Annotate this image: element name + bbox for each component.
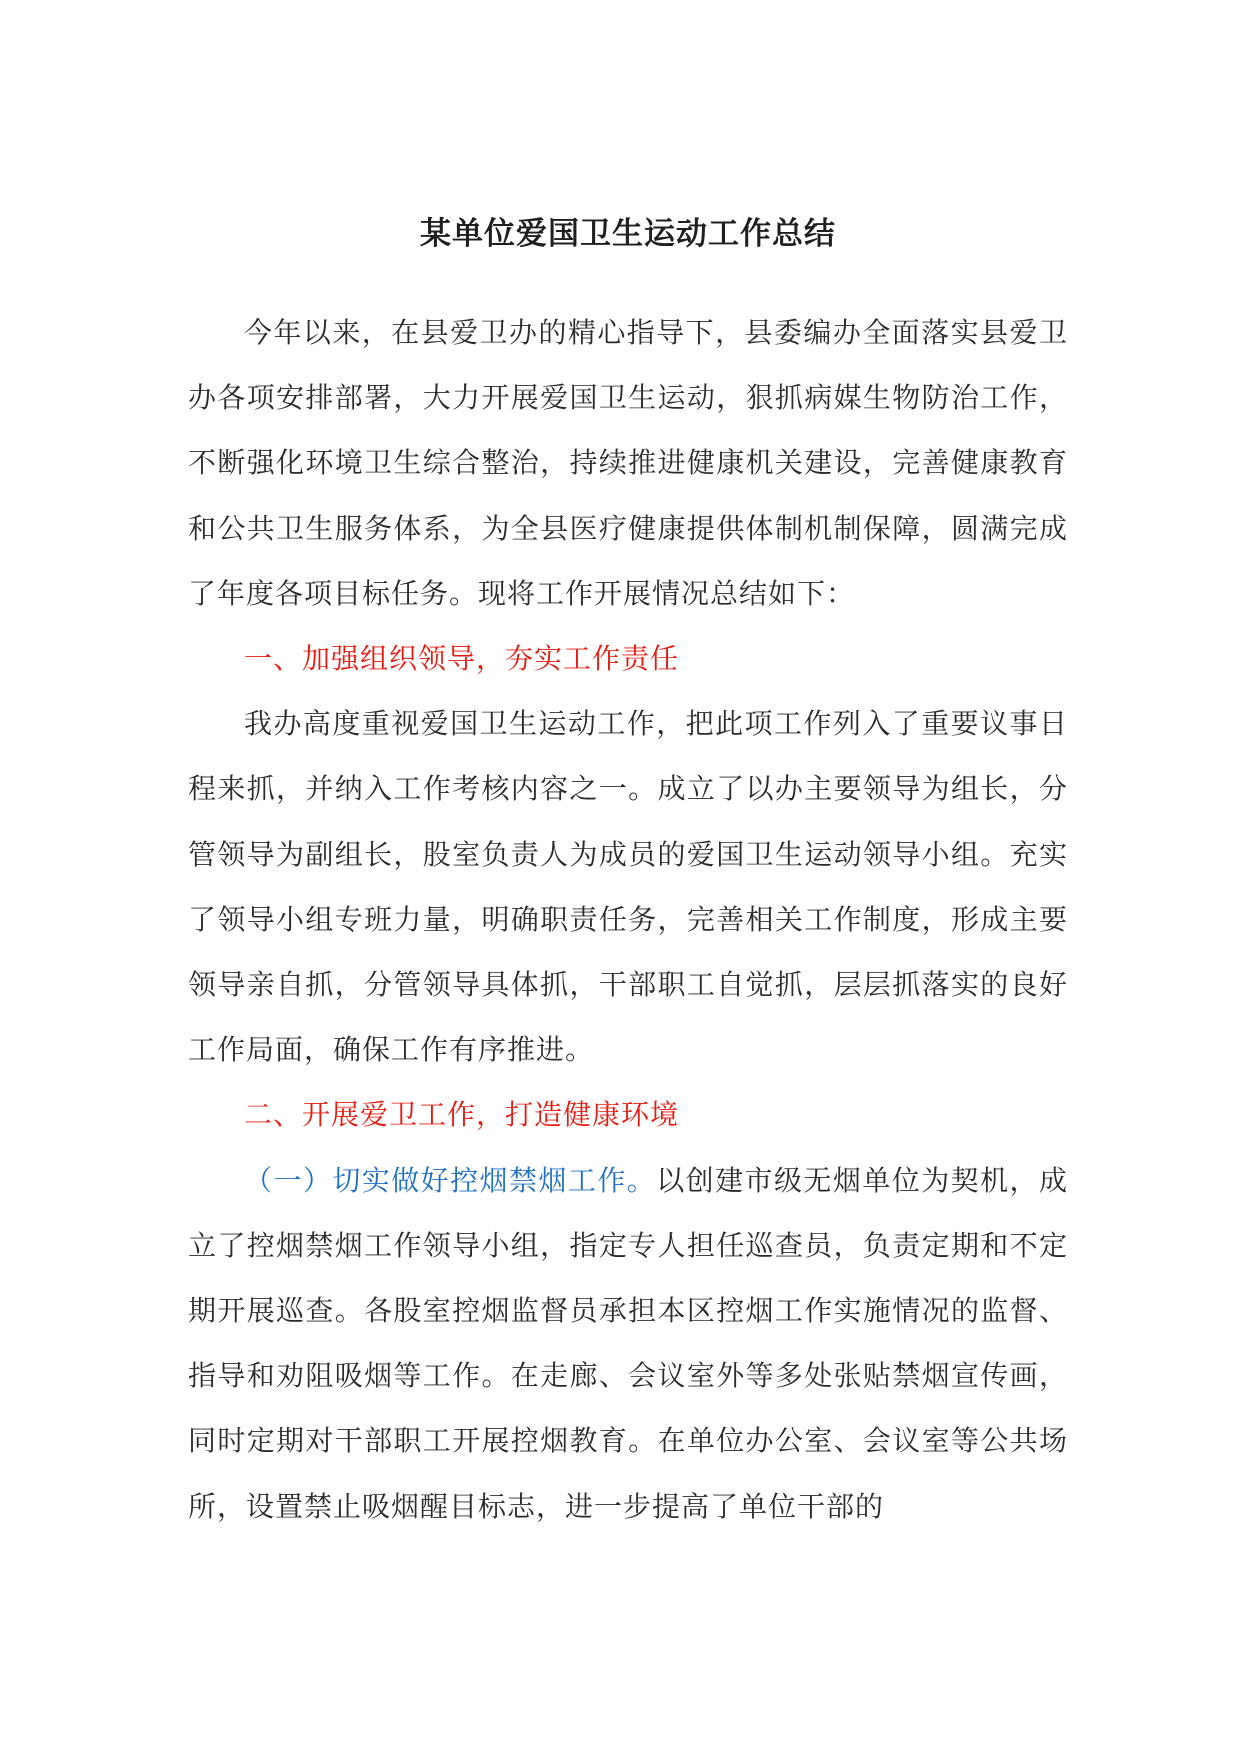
document-title: 某单位爱国卫生运动工作总结 [420, 216, 836, 252]
section2-sub1-body: 以创建市级无烟单位为契机，成立了控烟禁烟工作领导小组，指定专人担任巡查员，负责定期和不定期开展巡查。各股室控烟监督员承担本区控烟工作实施情况的监督、指导和劝阻吸烟等工作。在走廊、会议室外等多处张贴禁烟宣传画，同时定期对干部职工开展控烟教育。在单位办公室、会议室等公共场所，设置禁止吸烟醒目标志，进一步提高了单位干部的 [188, 1163, 1068, 1523]
section2-sub1-paragraph [188, 1148, 1068, 1539]
section2-sub1-heading: （一）切实做好控烟禁烟工作。 [244, 1163, 657, 1197]
section1-paragraph: 我办高度重视爱国卫生运动工作，把此项工作列入了重要议事日程来抓，并纳入工作考核内容之一。成立了以办主要领导为组长，分管领导为副组长，股室负责人为成员的爱国卫生运动领导小组。充实了领导小组专班力量，明确职责任务，完善相关工作制度，形成主要领导亲自抓，分管领导具体抓，干部职工自觉抓，层层抓落实的良好工作局面，确保工作有序推进。 [188, 707, 1068, 1067]
document-body [188, 300, 1068, 1539]
intro-paragraph: 今年以来，在县爱卫办的精心指导下，县委编办全面落实县爱卫办各项安排部署，大力开展爱国卫生运动，狠抓病媒生物防治工作，不断强化环境卫生综合整治，持续推进健康机关建设，完善健康教育和公共卫生服务体系，为全县医疗健康提供体制机制保障，圆满完成了年度各项目标任务。现将工作开展情况总结如下： [188, 316, 1068, 610]
section1-heading: 一、加强组织领导，夯实工作责任 [244, 642, 680, 676]
section2-heading: 二、开展爱卫工作，打造健康环境 [244, 1098, 680, 1132]
